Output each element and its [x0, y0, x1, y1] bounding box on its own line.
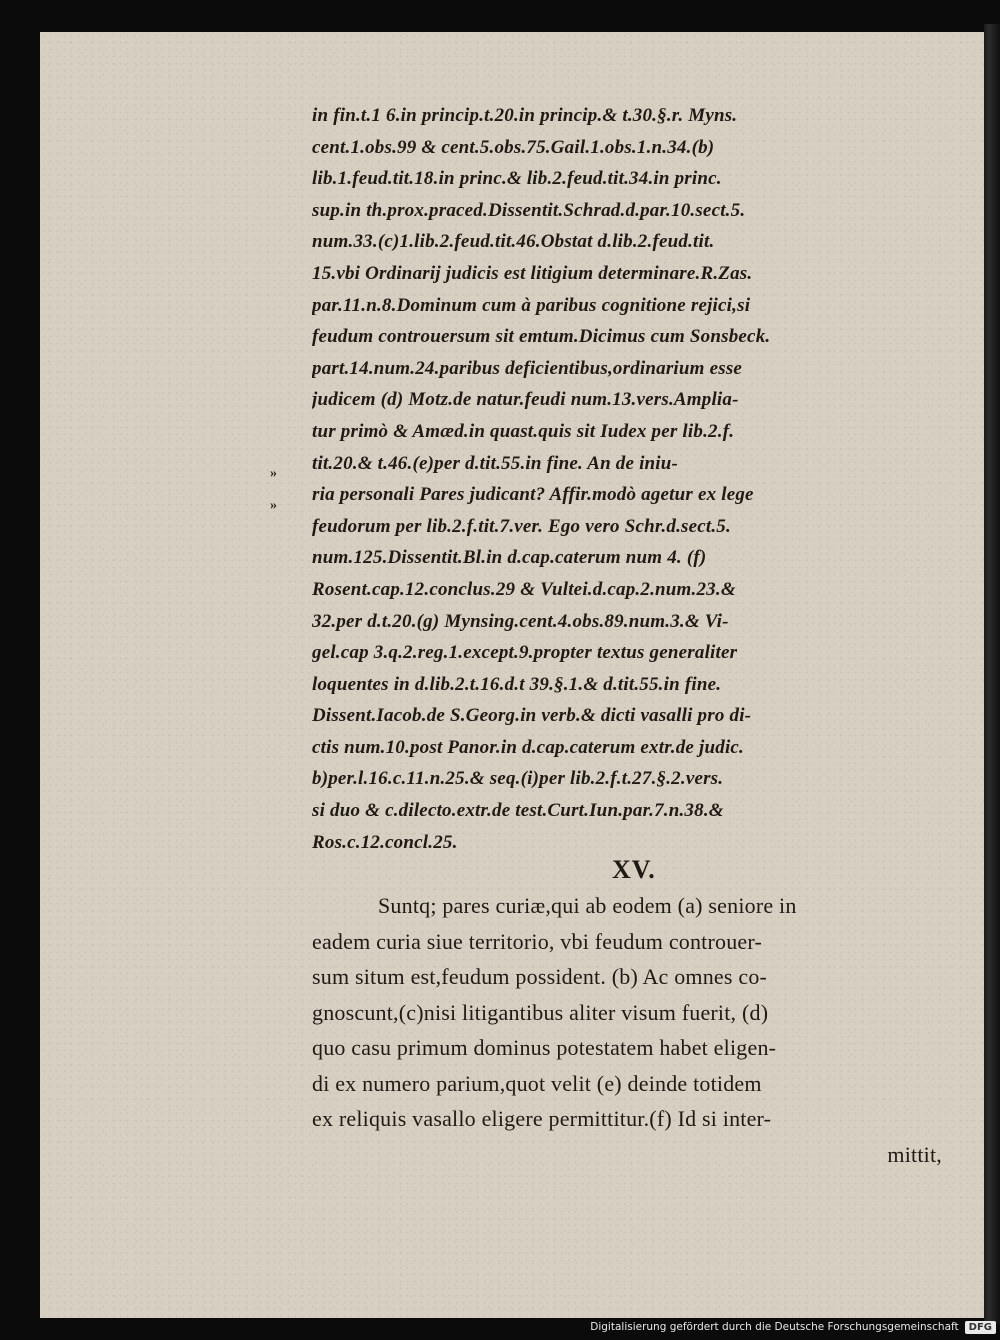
catchword: mittit,: [887, 1141, 942, 1167]
margin-mark: »: [270, 498, 277, 513]
footnote-line: 32.per d.t.20.(g) Mynsing.cent.4.obs.89.num.3.& Vi-: [312, 610, 729, 632]
body-line: quo casu primum dominus potestatem habet eligen-: [312, 1035, 777, 1060]
footnote-line: feudorum per lib.2.f.tit.7.ver. Ego vero Schr.d.sect.5.: [312, 515, 731, 537]
footnote-line: num.33.(c)1.lib.2.feud.tit.46.Obstat d.lib.2.feud.tit.: [312, 231, 715, 253]
footnote-line: feudum controuersum sit emtum.Dicimus cum Sonsbeck.: [312, 326, 771, 348]
footnote-line: b)per.l.16.c.11.n.25.& seq.(i)per lib.2.f.t.27.§.2.vers.: [312, 768, 724, 790]
footnote-block: [312, 100, 952, 858]
footnote-line: loquentes in d.lib.2.t.16.d.t 39.§.1.& d.tit.55.in fine.: [312, 673, 722, 695]
body-line: Suntq; pares curiæ,qui ab eodem (a) seniore in: [378, 893, 797, 918]
footnote-line: si duo & c.dilecto.extr.de test.Curt.Iun.par.7.n.38.&: [312, 800, 724, 822]
body-line: ex reliquis vasallo eligere permittitur.(f) Id si inter-: [312, 1106, 772, 1131]
dfg-logo-icon: DFG: [965, 1321, 996, 1334]
page-edge-shadow: [984, 24, 1000, 1324]
footnote-line: in fin.t.1 6.in princip.t.20.in princip.& t.30.§.r. Myns.: [312, 105, 738, 126]
footer-bar: [590, 1318, 996, 1336]
margin-mark: »: [270, 466, 277, 481]
footnote-line: Rosent.cap.12.conclus.29 & Vultei.d.cap.2.num.23.&: [312, 578, 736, 600]
footnote-line: lib.1.feud.tit.18.in princ.& lib.2.feud.tit.34.in princ.: [312, 168, 722, 190]
footnote-line: tur primò & Amæd.in quast.quis sit Iudex per lib.2.f.: [312, 420, 735, 442]
footnote-line: tit.20.& t.46.(e)per d.tit.55.in fine. An de iniu-: [312, 452, 679, 474]
body-paragraph: [312, 888, 952, 1172]
footnote-line: part.14.num.24.paribus deficientibus,ordinarium esse: [312, 357, 743, 379]
body-line: di ex numero parium,quot velit (e) deinde totidem: [312, 1070, 762, 1096]
footnote-line: judicem (d) Motz.de natur.feudi num.13.vers.Amplia-: [312, 389, 739, 411]
footnote-line: 15.vbi Ordinarij judicis est litigium determinare.R.Zas.: [312, 262, 753, 284]
footer-credit-text: Digitalisierung gefördert durch die Deutsche Forschungsgemeinschaft: [590, 1321, 959, 1333]
footnote-line: Dissent.Iacob.de S.Georg.in verb.& dicti vasalli pro di-: [312, 705, 752, 727]
footnote-line: par.11.n.8.Dominum cum à paribus cognitione rejici,si: [312, 294, 751, 316]
footnote-line: ctis num.10.post Panor.in d.cap.caterum extr.de judic.: [312, 736, 745, 758]
footnote-line: ria personali Pares judicant? Affir.modò agetur ex lege: [312, 484, 754, 506]
footnote-line: num.125.Dissentit.Bl.in d.cap.caterum num 4. (f): [312, 547, 707, 569]
section-heading: XV.: [612, 855, 656, 884]
body-line: eadem curia siue territorio, vbi feudum controuer-: [312, 928, 762, 954]
body-line: gnoscunt,(c)nisi litigantibus aliter visum fuerit, (d): [312, 999, 769, 1025]
body-line: sum situm est,feudum possident. (b) Ac omnes co-: [312, 964, 768, 989]
footnote-line: gel.cap 3.q.2.reg.1.except.9.propter textus generaliter: [312, 642, 738, 664]
footnote-line: Ros.c.12.concl.25.: [312, 831, 458, 853]
footnote-line: sup.in th.prox.praced.Dissentit.Schrad.d.par.10.sect.5.: [312, 199, 746, 221]
footnote-line: cent.1.obs.99 & cent.5.obs.75.Gail.1.obs.1.n.34.(b): [312, 136, 715, 158]
